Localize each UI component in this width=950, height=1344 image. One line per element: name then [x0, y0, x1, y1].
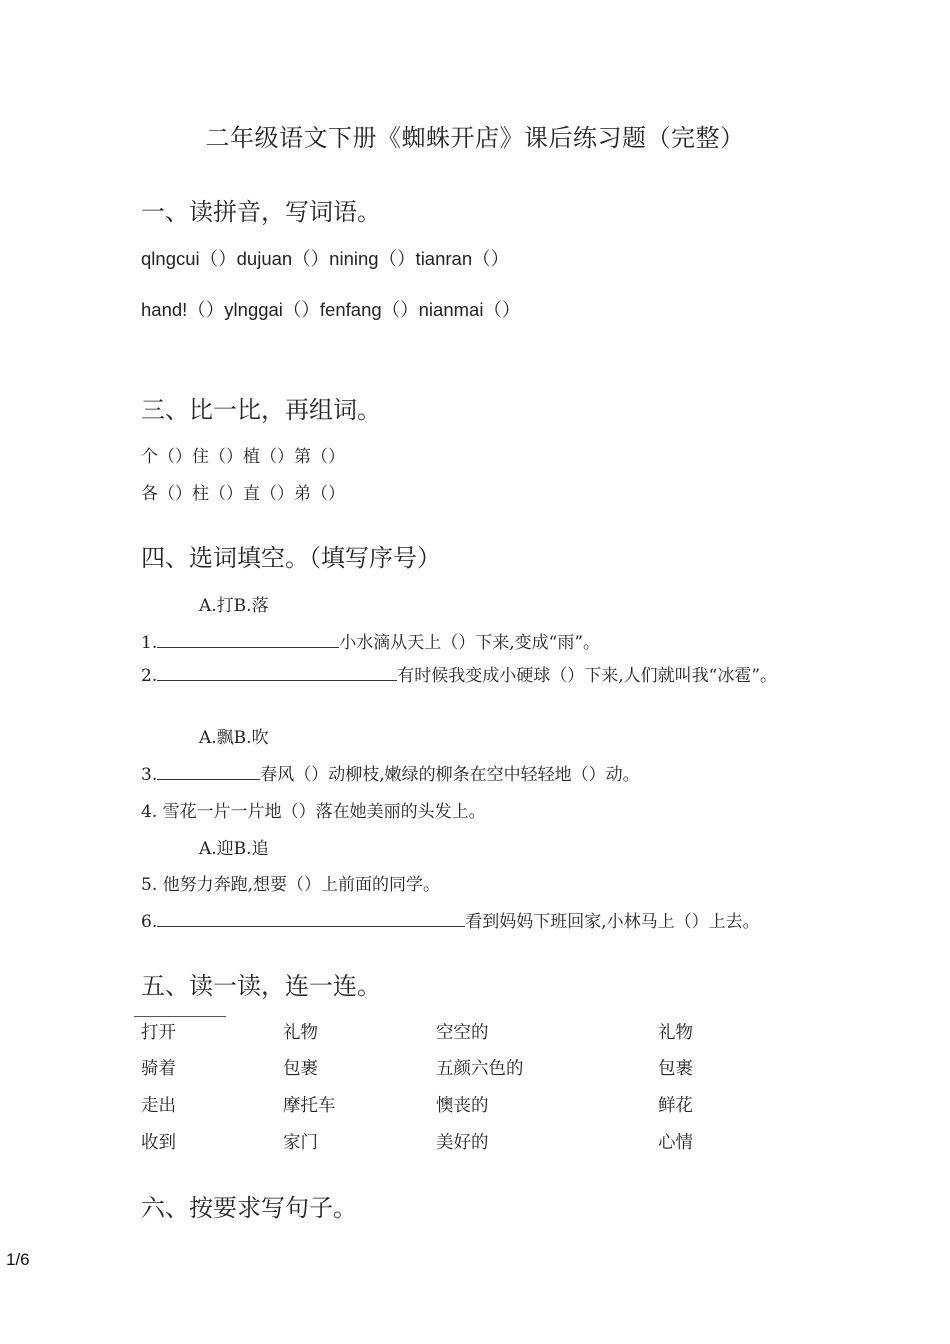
match-item[interactable]: 礼物: [658, 1023, 693, 1043]
match-item[interactable]: 家门: [283, 1133, 318, 1153]
section1-heading: 一、读拼音，写词语。: [141, 198, 381, 226]
match-item[interactable]: 懊丧的: [436, 1096, 489, 1116]
match-item[interactable]: 五颜六色的: [436, 1059, 524, 1079]
match-item[interactable]: 空空的: [436, 1023, 489, 1043]
question-6-number: 6.: [141, 912, 158, 932]
question-5: 5. 他努力奔跑,想要（）上前面的同学。: [141, 875, 441, 895]
question-3-number: 3.: [141, 765, 158, 785]
page-title: 二年级语文下册《蜘蛛开店》课后练习题（完整）: [205, 124, 745, 152]
match-item[interactable]: 礼物: [283, 1023, 318, 1043]
question-2-number: 2.: [141, 666, 158, 686]
options-group-3: A.迎B.追: [199, 839, 269, 859]
section6-heading: 六、按要求写句子。: [141, 1194, 357, 1222]
compare-line-2: 各（）柱（）直（）弟（）: [141, 484, 345, 504]
page-number: 1/6: [6, 1250, 30, 1269]
match-item[interactable]: 收到: [141, 1133, 176, 1153]
answer-blank-2[interactable]: [157, 665, 397, 681]
question-6-text: 看到妈妈下班回家,小林马上（）上去。: [465, 912, 760, 932]
match-item[interactable]: 心情: [658, 1133, 693, 1153]
match-item[interactable]: 美好的: [436, 1133, 489, 1153]
question-1-number: 1.: [141, 633, 158, 653]
question-2-text: 有时候我变成小硬球（）下来,人们就叫我“冰雹”。: [397, 666, 778, 686]
options-group-2: A.飘B.吹: [199, 728, 269, 748]
question-3: [141, 760, 640, 785]
question-1: [141, 628, 600, 653]
section4-heading: 四、选词填空。（填写序号）: [141, 544, 441, 572]
question-2: [141, 665, 801, 687]
match-item[interactable]: 摩托车: [283, 1096, 336, 1116]
match-item[interactable]: 走出: [141, 1096, 176, 1116]
answer-blank-6[interactable]: [157, 911, 465, 927]
match-item[interactable]: 包裹: [283, 1059, 318, 1079]
match-item[interactable]: 包裹: [658, 1059, 693, 1079]
answer-blank-3[interactable]: [157, 764, 260, 780]
match-item[interactable]: 骑着: [141, 1059, 176, 1079]
question-3-text: 春风（）动柳枝,嫩绿的柳条在空中轻轻地（）动。: [260, 765, 640, 785]
compare-line-1: 个（）住（）植（）第（）: [141, 447, 345, 467]
options-group-1: A.打B.落: [199, 596, 269, 616]
question-1-text: 小水滴从天上（）下来,变成“雨”。: [339, 633, 601, 653]
section3-heading: 三、比一比，再组词。: [141, 396, 381, 424]
match-item[interactable]: 鲜花: [658, 1096, 693, 1116]
question-4: 4. 雪花一片一片地（）落在她美丽的头发上。: [141, 802, 486, 822]
pinyin-line-2: hand!（）ylnggai（）fenfang（）nianmai（）: [141, 299, 521, 320]
pinyin-line-1: qlngcui（）dujuan（）nining（）tianran（）: [141, 248, 510, 269]
question-6: [141, 907, 760, 932]
match-item[interactable]: 打开: [141, 1023, 176, 1043]
divider-line: [134, 1016, 226, 1017]
answer-blank-1[interactable]: [157, 632, 339, 648]
section5-heading: 五、读一读，连一连。: [141, 972, 381, 1000]
